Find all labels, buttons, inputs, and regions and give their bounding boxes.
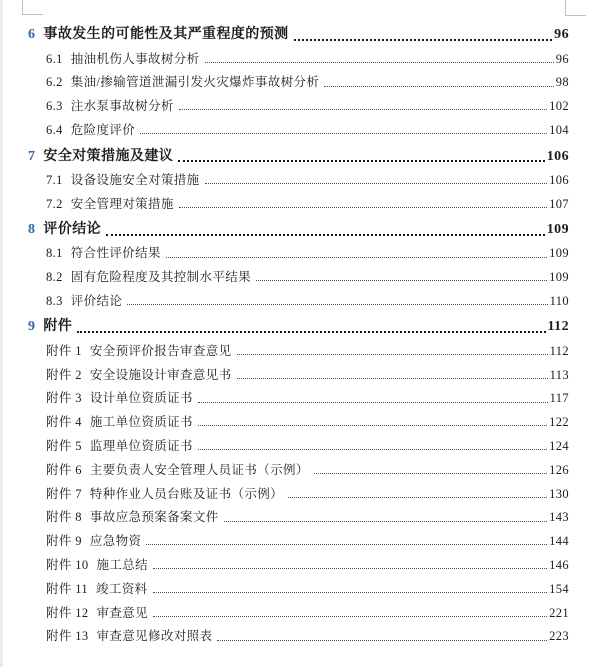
toc-entry-title: 应急物资 bbox=[89, 534, 142, 549]
toc-entry-number: 6.3 bbox=[46, 99, 63, 114]
toc-entry-page: 107 bbox=[549, 196, 569, 211]
toc-entry-title: 监理单位资质证书 bbox=[89, 439, 193, 454]
toc-entry-number: 附件 7 bbox=[46, 486, 82, 501]
toc-entry[interactable] bbox=[0, 505, 600, 529]
toc-entry-number: 7.1 bbox=[46, 172, 63, 187]
dot-leader bbox=[198, 449, 547, 450]
dot-leader bbox=[294, 39, 553, 41]
dot-leader bbox=[198, 402, 548, 403]
toc-entry-number: 附件 5 bbox=[46, 439, 82, 454]
toc-entry-page: 154 bbox=[549, 581, 569, 596]
toc-entry-page: 144 bbox=[549, 534, 569, 549]
toc-entry-title: 主要负责人安全管理人员证书（示例） bbox=[89, 462, 309, 477]
toc-entry-number: 附件 1 bbox=[46, 343, 82, 358]
toc-entry-page: 102 bbox=[549, 99, 569, 114]
toc-entry-title: 固有危险程度及其控制水平结果 bbox=[70, 270, 252, 285]
toc-entry[interactable] bbox=[0, 386, 600, 410]
toc-entry[interactable] bbox=[0, 433, 600, 457]
toc-entry-number: 8.3 bbox=[46, 294, 63, 309]
margin-crop-mark-top-left bbox=[22, 0, 43, 15]
dot-leader bbox=[106, 234, 545, 236]
toc-entry-title: 集油/掺输管道泄漏引发火灾爆炸事故树分析 bbox=[70, 75, 320, 90]
toc-entry-title: 设计单位资质证书 bbox=[89, 391, 193, 406]
toc-entry[interactable] bbox=[0, 624, 600, 648]
toc-entry-title: 安全对策措施及建议 bbox=[43, 148, 174, 164]
dot-leader bbox=[127, 304, 547, 305]
toc-entry-page: 143 bbox=[549, 510, 569, 525]
toc-entry[interactable] bbox=[0, 215, 600, 241]
toc-entry-page: 146 bbox=[549, 558, 569, 573]
toc-entry[interactable] bbox=[0, 241, 600, 265]
toc-entry[interactable] bbox=[0, 46, 600, 70]
toc-entry-page: 106 bbox=[546, 148, 569, 164]
dot-leader bbox=[224, 521, 547, 522]
toc-entry[interactable] bbox=[0, 410, 600, 434]
toc-entry-page: 104 bbox=[549, 123, 569, 138]
toc-entry-number: 6.2 bbox=[46, 75, 63, 90]
toc-entry-page: 110 bbox=[549, 294, 569, 309]
toc-entry-number: 附件 4 bbox=[46, 415, 82, 430]
dot-leader bbox=[179, 109, 547, 110]
dot-leader bbox=[198, 425, 547, 426]
toc-entry-title: 安全预评价报告审查意见 bbox=[89, 343, 232, 358]
table-of-contents bbox=[0, 20, 600, 648]
toc-entry-title: 事故发生的可能性及其严重程度的预测 bbox=[43, 27, 289, 43]
toc-entry[interactable] bbox=[0, 265, 600, 289]
toc-entry[interactable] bbox=[0, 288, 600, 312]
toc-entry[interactable] bbox=[0, 70, 600, 94]
toc-entry-number: 8 bbox=[28, 222, 36, 238]
dot-leader bbox=[178, 160, 545, 162]
toc-entry-page: 113 bbox=[549, 367, 569, 382]
toc-entry[interactable] bbox=[0, 94, 600, 118]
toc-entry[interactable] bbox=[0, 481, 600, 505]
toc-entry-title: 附件 bbox=[43, 319, 73, 335]
toc-entry-page: 112 bbox=[547, 319, 569, 335]
toc-entry[interactable] bbox=[0, 529, 600, 553]
dot-leader bbox=[205, 62, 554, 63]
toc-entry-number: 9 bbox=[28, 319, 36, 335]
toc-entry-number: 附件 8 bbox=[46, 510, 82, 525]
toc-entry-number: 6 bbox=[28, 27, 36, 43]
toc-entry-title: 事故应急预案备案文件 bbox=[89, 510, 219, 525]
toc-entry-title: 特种作业人员台账及证书（示例） bbox=[89, 486, 284, 501]
toc-entry-page: 98 bbox=[555, 75, 569, 90]
toc-entry[interactable] bbox=[0, 362, 600, 386]
toc-entry-title: 注水泵事故树分析 bbox=[70, 99, 174, 114]
toc-entry-page: 126 bbox=[549, 462, 569, 477]
dot-leader bbox=[314, 473, 547, 474]
dot-leader bbox=[237, 378, 548, 379]
toc-entry-number: 8.1 bbox=[46, 246, 63, 261]
toc-entry-title: 安全管理对策措施 bbox=[70, 196, 174, 211]
dot-leader bbox=[77, 331, 545, 333]
toc-entry-page: 109 bbox=[546, 222, 569, 238]
toc-entry-title: 抽油机伤人事故树分析 bbox=[70, 51, 200, 66]
toc-entry-page: 117 bbox=[549, 391, 569, 406]
toc-entry-number: 8.2 bbox=[46, 270, 63, 285]
dot-leader bbox=[237, 354, 548, 355]
dot-leader bbox=[256, 280, 547, 281]
toc-entry[interactable] bbox=[0, 117, 600, 141]
toc-entry-number: 附件 9 bbox=[46, 534, 82, 549]
toc-entry-number: 附件 11 bbox=[46, 581, 89, 596]
toc-entry[interactable] bbox=[0, 600, 600, 624]
toc-entry[interactable] bbox=[0, 167, 600, 191]
toc-entry-page: 96 bbox=[555, 51, 569, 66]
toc-entry-page: 221 bbox=[549, 605, 569, 620]
toc-entry[interactable] bbox=[0, 338, 600, 362]
toc-entry-page: 112 bbox=[549, 343, 569, 358]
toc-entry-number: 附件 6 bbox=[46, 462, 82, 477]
toc-entry-title: 审查意见 bbox=[96, 605, 149, 620]
toc-entry-title: 评价结论 bbox=[70, 294, 123, 309]
toc-entry-page: 109 bbox=[549, 270, 569, 285]
toc-entry[interactable] bbox=[0, 576, 600, 600]
toc-entry-title: 施工单位资质证书 bbox=[89, 415, 193, 430]
toc-entry[interactable] bbox=[0, 457, 600, 481]
toc-entry[interactable] bbox=[0, 20, 600, 46]
toc-entry-title: 符合性评价结果 bbox=[70, 246, 161, 261]
dot-leader bbox=[288, 497, 547, 498]
toc-entry-title: 施工总结 bbox=[96, 558, 149, 573]
dot-leader bbox=[324, 86, 554, 87]
dot-leader bbox=[153, 592, 548, 593]
toc-entry-page: 124 bbox=[549, 439, 569, 454]
dot-leader bbox=[140, 133, 547, 134]
dot-leader bbox=[146, 544, 547, 545]
toc-entry-page: 106 bbox=[549, 172, 569, 187]
toc-entry-title: 审查意见修改对照表 bbox=[96, 629, 213, 644]
dot-leader bbox=[153, 568, 547, 569]
toc-entry-title: 设备设施安全对策措施 bbox=[70, 172, 200, 187]
toc-entry-page: 223 bbox=[549, 629, 569, 644]
toc-entry-title: 安全设施设计审查意见书 bbox=[89, 367, 232, 382]
margin-crop-mark-top-right bbox=[565, 0, 586, 16]
toc-entry[interactable] bbox=[0, 312, 600, 338]
toc-entry[interactable] bbox=[0, 141, 600, 167]
toc-entry-page: 130 bbox=[549, 486, 569, 501]
toc-entry-title: 竣工资料 bbox=[96, 581, 148, 596]
toc-entry-page: 109 bbox=[549, 246, 569, 261]
dot-leader bbox=[153, 616, 547, 617]
toc-entry-number: 7.2 bbox=[46, 196, 63, 211]
toc-entry-title: 危险度评价 bbox=[70, 123, 136, 138]
toc-entry-number: 6.4 bbox=[46, 123, 63, 138]
toc-entry-number: 附件 10 bbox=[46, 558, 89, 573]
toc-entry-number: 6.1 bbox=[46, 51, 63, 66]
toc-entry[interactable] bbox=[0, 191, 600, 215]
dot-leader bbox=[166, 257, 547, 258]
toc-entry-page: 96 bbox=[554, 27, 569, 43]
toc-entry[interactable] bbox=[0, 552, 600, 576]
toc-entry-page: 122 bbox=[549, 415, 569, 430]
dot-leader bbox=[179, 207, 547, 208]
toc-entry-number: 7 bbox=[28, 148, 36, 164]
dot-leader bbox=[205, 183, 548, 184]
toc-entry-number: 附件 12 bbox=[46, 605, 89, 620]
toc-entry-number: 附件 2 bbox=[46, 367, 82, 382]
toc-entry-number: 附件 3 bbox=[46, 391, 82, 406]
toc-entry-number: 附件 13 bbox=[46, 629, 89, 644]
toc-entry-title: 评价结论 bbox=[43, 222, 102, 238]
dot-leader bbox=[217, 640, 547, 641]
